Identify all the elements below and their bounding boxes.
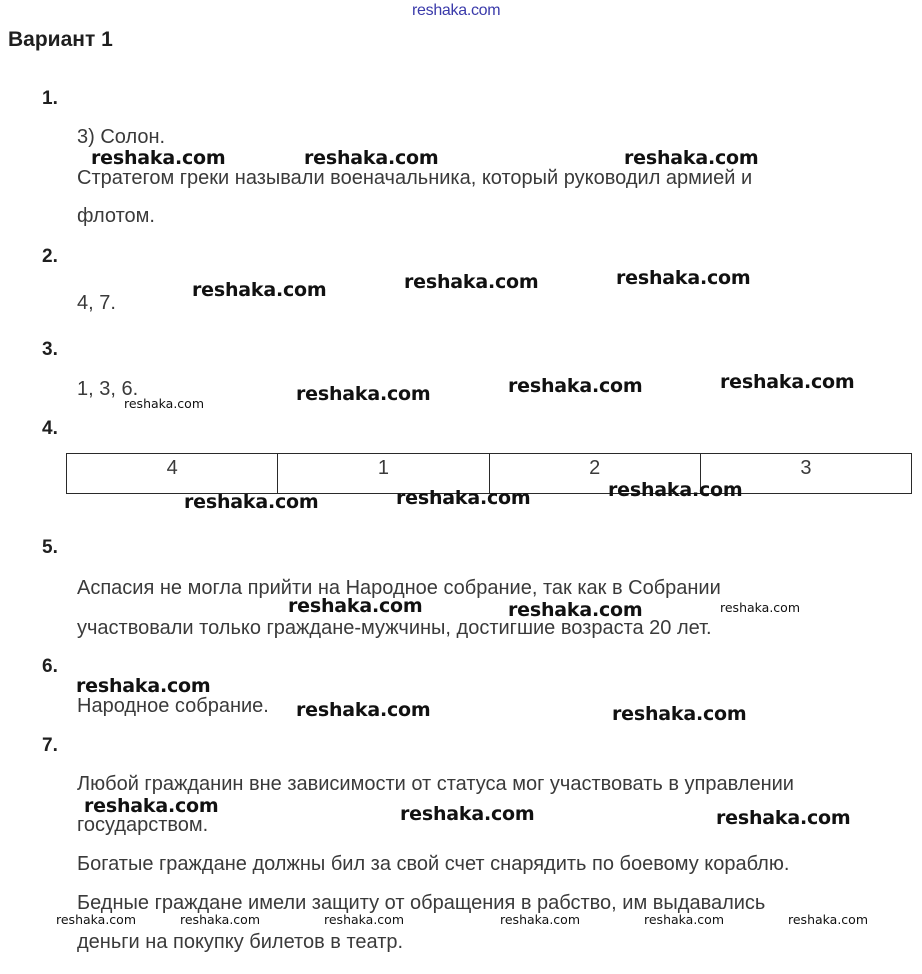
watermark: reshaka.com: [616, 267, 751, 289]
watermark-small: reshaka.com: [324, 912, 404, 927]
answer-line: Бедные граждане имели защиту от обращения в рабство, им выдавались: [77, 892, 766, 914]
answer-line: государством.: [77, 814, 209, 836]
watermark-small: reshaka.com: [500, 912, 580, 927]
watermark: reshaka.com: [304, 147, 439, 169]
watermark: reshaka.com: [624, 147, 759, 169]
watermark: reshaka.com: [296, 383, 431, 405]
answer-line: Народное собрание.: [77, 695, 269, 717]
watermark-small: reshaka.com: [180, 912, 260, 927]
watermark-small: reshaka.com: [788, 912, 868, 927]
watermark: reshaka.com: [396, 487, 531, 509]
watermark: reshaka.com: [720, 371, 855, 393]
table-cell: 2: [489, 454, 700, 494]
task-number: 5.: [42, 537, 58, 558]
table-cell: 4: [67, 454, 278, 494]
answer-line: Любой гражданин вне зависимости от статуса мог участвовать в управлении: [77, 773, 794, 795]
task-number: 7.: [42, 735, 58, 756]
watermark-small: reshaka.com: [56, 912, 136, 927]
watermark: reshaka.com: [508, 599, 643, 621]
answer-line: 3) Солон.: [77, 126, 166, 148]
table-cell: 3: [700, 454, 911, 494]
watermark: reshaka.com: [296, 699, 431, 721]
watermark: reshaka.com: [716, 807, 851, 829]
task-number: 3.: [42, 339, 58, 360]
site-watermark: reshaka.com: [412, 2, 501, 19]
watermark: reshaka.com: [91, 147, 226, 169]
watermark: reshaka.com: [76, 675, 211, 697]
answer-line: флотом.: [77, 205, 155, 227]
answer-line: 1, 3, 6.: [77, 378, 139, 400]
watermark: reshaka.com: [608, 479, 743, 501]
watermark-small: reshaka.com: [124, 396, 204, 411]
answer-line: Богатые граждане должны бил за свой счет снарядить по боевому кораблю.: [77, 853, 790, 875]
watermark: reshaka.com: [400, 803, 535, 825]
watermark: reshaka.com: [288, 595, 423, 617]
task-number: 1.: [42, 88, 58, 109]
watermark-small: reshaka.com: [644, 912, 724, 927]
watermark: reshaka.com: [612, 703, 747, 725]
answer-line: 4, 7.: [77, 292, 116, 314]
watermark-small: reshaka.com: [720, 600, 800, 615]
page-title: Вариант 1: [8, 28, 113, 51]
answer-line: участвовали только граждане-мужчины, достигшие возраста 20 лет.: [77, 617, 712, 639]
watermark: reshaka.com: [192, 279, 327, 301]
watermark: reshaka.com: [184, 491, 319, 513]
watermark: reshaka.com: [84, 795, 219, 817]
watermark: reshaka.com: [508, 375, 643, 397]
table-cell: 1: [278, 454, 489, 494]
answer-line: деньги на покупку билетов в театр.: [77, 931, 404, 953]
answer-line: Стратегом греки называли военачальника, который руководил армией и: [77, 167, 753, 189]
task-number: 4.: [42, 418, 58, 439]
answer-line: Аспасия не могла прийти на Народное собрание, так как в Собрании: [77, 577, 721, 599]
task-number: 2.: [42, 246, 58, 267]
task-number: 6.: [42, 656, 58, 677]
watermark: reshaka.com: [404, 271, 539, 293]
